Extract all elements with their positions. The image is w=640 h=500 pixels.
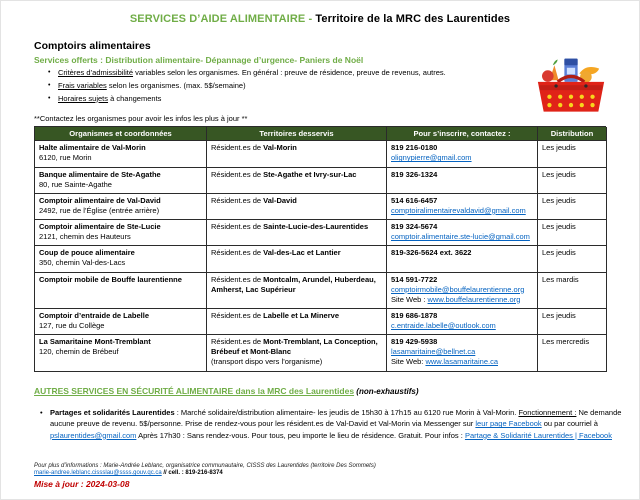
paragraph-segment: Après 17h30 : Sans rendez-vous. Pour tous, peu importe le lieu de résidence. Gratuit. Pour infos : [136, 430, 465, 440]
paragraph-segment: : Marché solidaire/distribution alimentaire- les jeudis de 15h30 à 17h15 au 6120 rue Morin à Val-Morin. [174, 407, 519, 417]
criteria-underlined: Horaires sujets [58, 93, 109, 103]
territory-names: Sainte-Lucie-des-Laurentides [263, 222, 369, 231]
organism-address: 2121, chemin des Hauteurs [39, 232, 131, 242]
footer [34, 463, 376, 489]
criteria-item [48, 68, 518, 78]
criteria-list [48, 68, 518, 103]
territory-cell [207, 168, 387, 194]
organism-name: Comptoir alimentaire de Ste-Lucie [39, 222, 161, 231]
facebook-page-link[interactable]: leur page Facebook [475, 419, 542, 429]
paragraph-text [50, 407, 622, 442]
contact-cell [387, 335, 538, 371]
territory-cell [207, 273, 387, 309]
col-header-organisms: Organismes et coordonnées [35, 127, 207, 141]
table-row [35, 220, 606, 246]
distribution-day: Les mardis [538, 273, 607, 309]
col-header-territories: Territoires desservis [207, 127, 387, 141]
website-label: Site Web: [391, 357, 426, 367]
pslaurentides-email-link[interactable]: pslaurentides@gmail.com [50, 430, 137, 440]
other-services-title: AUTRES SERVICES EN SÉCURITÉ ALIMENTAIRE dans la MRC des Laurentides [34, 385, 355, 396]
fonctionnement-label: Fonctionnement : [518, 407, 577, 417]
organism-cell [35, 168, 207, 194]
table-header-row [35, 127, 606, 141]
organism-cell [35, 220, 207, 246]
footer-info-line: Pour plus d’informations : Marie-Andrée Leblanc, organisatrice communautaire, CISSS des Laurentides (territoire Des Sommets) [34, 463, 376, 469]
criteria-rest: variables selon les organismes. En général : preuve de résidence, preuve de revenus, autres. [133, 68, 446, 77]
territory-prefix: Résident.es de [211, 143, 264, 153]
organism-name: La Samaritaine Mont-Tremblant [39, 337, 151, 347]
criteria-item [48, 94, 518, 104]
organism-address: 120, chemin de Brébeuf [39, 347, 119, 357]
services-offered-line: Services offerts : Distribution alimentaire- Dépannage d’urgence- Paniers de Noël [34, 55, 364, 65]
territory-prefix: Résident.es de [211, 169, 264, 179]
footer-email-link[interactable]: marie-andree.leblanc.cissslau@ssss.gouv.qc.ca [34, 470, 162, 476]
email-link[interactable]: olignypierre@gmail.com [391, 153, 472, 163]
criteria-item [48, 81, 518, 91]
distribution-day: Les jeudis [538, 141, 607, 167]
col-header-distribution: Distribution [538, 127, 607, 141]
phone-number: 514 616-6457 [391, 195, 438, 205]
email-link[interactable]: lasamaritaine@bellnet.ca [391, 347, 476, 357]
page-title [1, 13, 639, 25]
distribution-day: Les mercredis [538, 335, 607, 371]
organism-name: Comptoir mobile de Bouffe laurentienne [39, 274, 182, 284]
territory-prefix: Résident.es de [211, 310, 264, 320]
other-services-suffix: (non-exhaustifs) [354, 386, 419, 396]
contact-cell [387, 246, 538, 272]
grocery-basket-icon [529, 57, 613, 115]
territory-names: Val-Morin [263, 143, 297, 153]
email-link[interactable]: comptoirmobile@bouffelaurentienne.org [391, 284, 525, 294]
organism-name: Banque alimentaire de Ste-Agathe [39, 169, 161, 179]
territory-prefix: Résident.es de [211, 248, 264, 258]
table-row [35, 141, 606, 167]
territory-cell [207, 194, 387, 220]
territory-cell [207, 220, 387, 246]
territory-prefix: Résident.es de [211, 337, 264, 347]
facebook-group-link[interactable]: Partage & Solidarité Laurentides | Facebook [464, 430, 612, 440]
territory-prefix: Résident.es de [211, 274, 264, 284]
contact-cell [387, 194, 538, 220]
territory-cell [207, 246, 387, 272]
territory-prefix: Résident.es de [211, 222, 264, 231]
territory-cell [207, 335, 387, 371]
email-link[interactable]: comptoir.alimentaire.ste-lucie@gmail.com [391, 232, 530, 242]
organism-address: 350, chemin Val-des-Lacs [39, 258, 126, 268]
last-updated-label: Mise à jour : 2024-03-08 [34, 479, 130, 489]
paragraph-segment: Ne demande aucune preuve de revenu. 5$/personne. Prise de rendez-vous pour les résident.es de Val-David et Val-Morin via Messenger sur [50, 407, 622, 429]
col-header-contact: Pour s’inscrire, contactez : [387, 127, 538, 141]
territory-cell [207, 141, 387, 167]
paragraph-segment: ou par courriel à [541, 419, 598, 429]
page-title-black: Territoire de la MRC des Laurentides [315, 13, 511, 25]
organism-cell [35, 194, 207, 220]
organism-address: 80, rue Sainte-Agathe [39, 179, 112, 189]
distribution-day: Les jeudis [538, 246, 607, 272]
organism-cell [35, 273, 207, 309]
footer-cell-number: // cell. : 819-216-8374 [161, 470, 223, 476]
territory-names: Labelle et La Minerve [263, 310, 339, 320]
table-row [35, 168, 606, 194]
organism-address: 2492, rue de l’Église (entrée arrière) [39, 205, 160, 215]
email-link[interactable]: comptoiralimentairevaldavid@gmail.com [391, 205, 526, 215]
territory-cell [207, 309, 387, 335]
phone-number: 819 216-0180 [391, 143, 438, 153]
table-row [35, 309, 606, 335]
phone-number: 819 324-5674 [391, 222, 438, 231]
organism-name: Halte alimentaire de Val-Morin [39, 143, 146, 153]
territory-note: (transport dispo vers l’organisme) [211, 357, 323, 367]
contact-cell [387, 273, 538, 309]
contact-cell [387, 220, 538, 246]
footer-contact-line [34, 470, 376, 476]
contact-organisms-note: **Contactez les organismes pour avoir les infos les plus à jour ** [34, 114, 248, 124]
organism-address: 127, rue du Collège [39, 321, 105, 330]
organism-name: Coup de pouce alimentaire [39, 248, 135, 258]
phone-number: 819 686-1878 [391, 310, 438, 320]
section-heading-comptoirs: Comptoirs alimentaires [34, 40, 151, 52]
website-label: Site Web : [391, 294, 428, 304]
organism-address: 6120, rue Morin [39, 153, 92, 163]
organism-cell [35, 246, 207, 272]
criteria-underlined: Critères d’admissibilité [58, 68, 134, 77]
territory-names: Val-David [263, 195, 297, 205]
table-row [35, 246, 606, 272]
org-bold-lead: Partages et solidarités Laurentides [50, 407, 175, 417]
phone-number: 514 591-7722 [391, 274, 438, 284]
territory-prefix: Résident.es de [211, 195, 264, 205]
contact-cell [387, 168, 538, 194]
distribution-day: Les jeudis [538, 309, 607, 335]
distribution-day: Les jeudis [538, 220, 607, 246]
organism-cell [35, 335, 207, 371]
food-pantry-table [34, 126, 606, 371]
organism-name: Comptoir alimentaire de Val-David [39, 195, 161, 205]
partages-solidarites-paragraph [34, 407, 622, 442]
other-services-heading [34, 386, 604, 396]
email-link[interactable]: c.entraide.labelle@outlook.com [391, 321, 496, 330]
website-link[interactable]: www.bouffelaurentienne.org [427, 294, 521, 304]
table-row [35, 194, 606, 220]
phone-number: 819 326-1324 [391, 169, 438, 179]
territory-names: Ste-Agathe et Ivry-sur-Lac [263, 169, 357, 179]
bullet-marker: • [40, 407, 43, 417]
contact-cell [387, 309, 538, 335]
contact-cell [387, 141, 538, 167]
territory-names: Mont-Tremblant, La Conception, Brébeuf et Mont-Blanc [211, 337, 378, 357]
page-title-green: SERVICES D’AIDE ALIMENTAIRE - [129, 13, 316, 25]
phone-number: 819 429-5938 [391, 337, 438, 347]
criteria-rest: selon les organismes. (max. 5$/semaine) [106, 80, 246, 90]
website-link[interactable]: www.lasamaritaine.ca [425, 357, 498, 367]
organism-name: Comptoir d’entraide de Labelle [39, 310, 150, 320]
territory-names: Val-des-Lac et Lantier [263, 248, 341, 258]
organism-cell [35, 141, 207, 167]
table-rows [35, 141, 606, 371]
distribution-day: Les jeudis [538, 194, 607, 220]
criteria-rest: à changements [108, 93, 162, 103]
criteria-underlined: Frais variables [58, 80, 107, 90]
table-row [35, 273, 606, 309]
table-row [35, 335, 606, 371]
phone-number: 819-326-5624 ext. 3622 [391, 248, 472, 258]
territory-names: Montcalm, Arundel, Huberdeau, Amherst, Lac Supérieur [211, 274, 376, 294]
distribution-day: Les jeudis [538, 168, 607, 194]
organism-cell [35, 309, 207, 335]
